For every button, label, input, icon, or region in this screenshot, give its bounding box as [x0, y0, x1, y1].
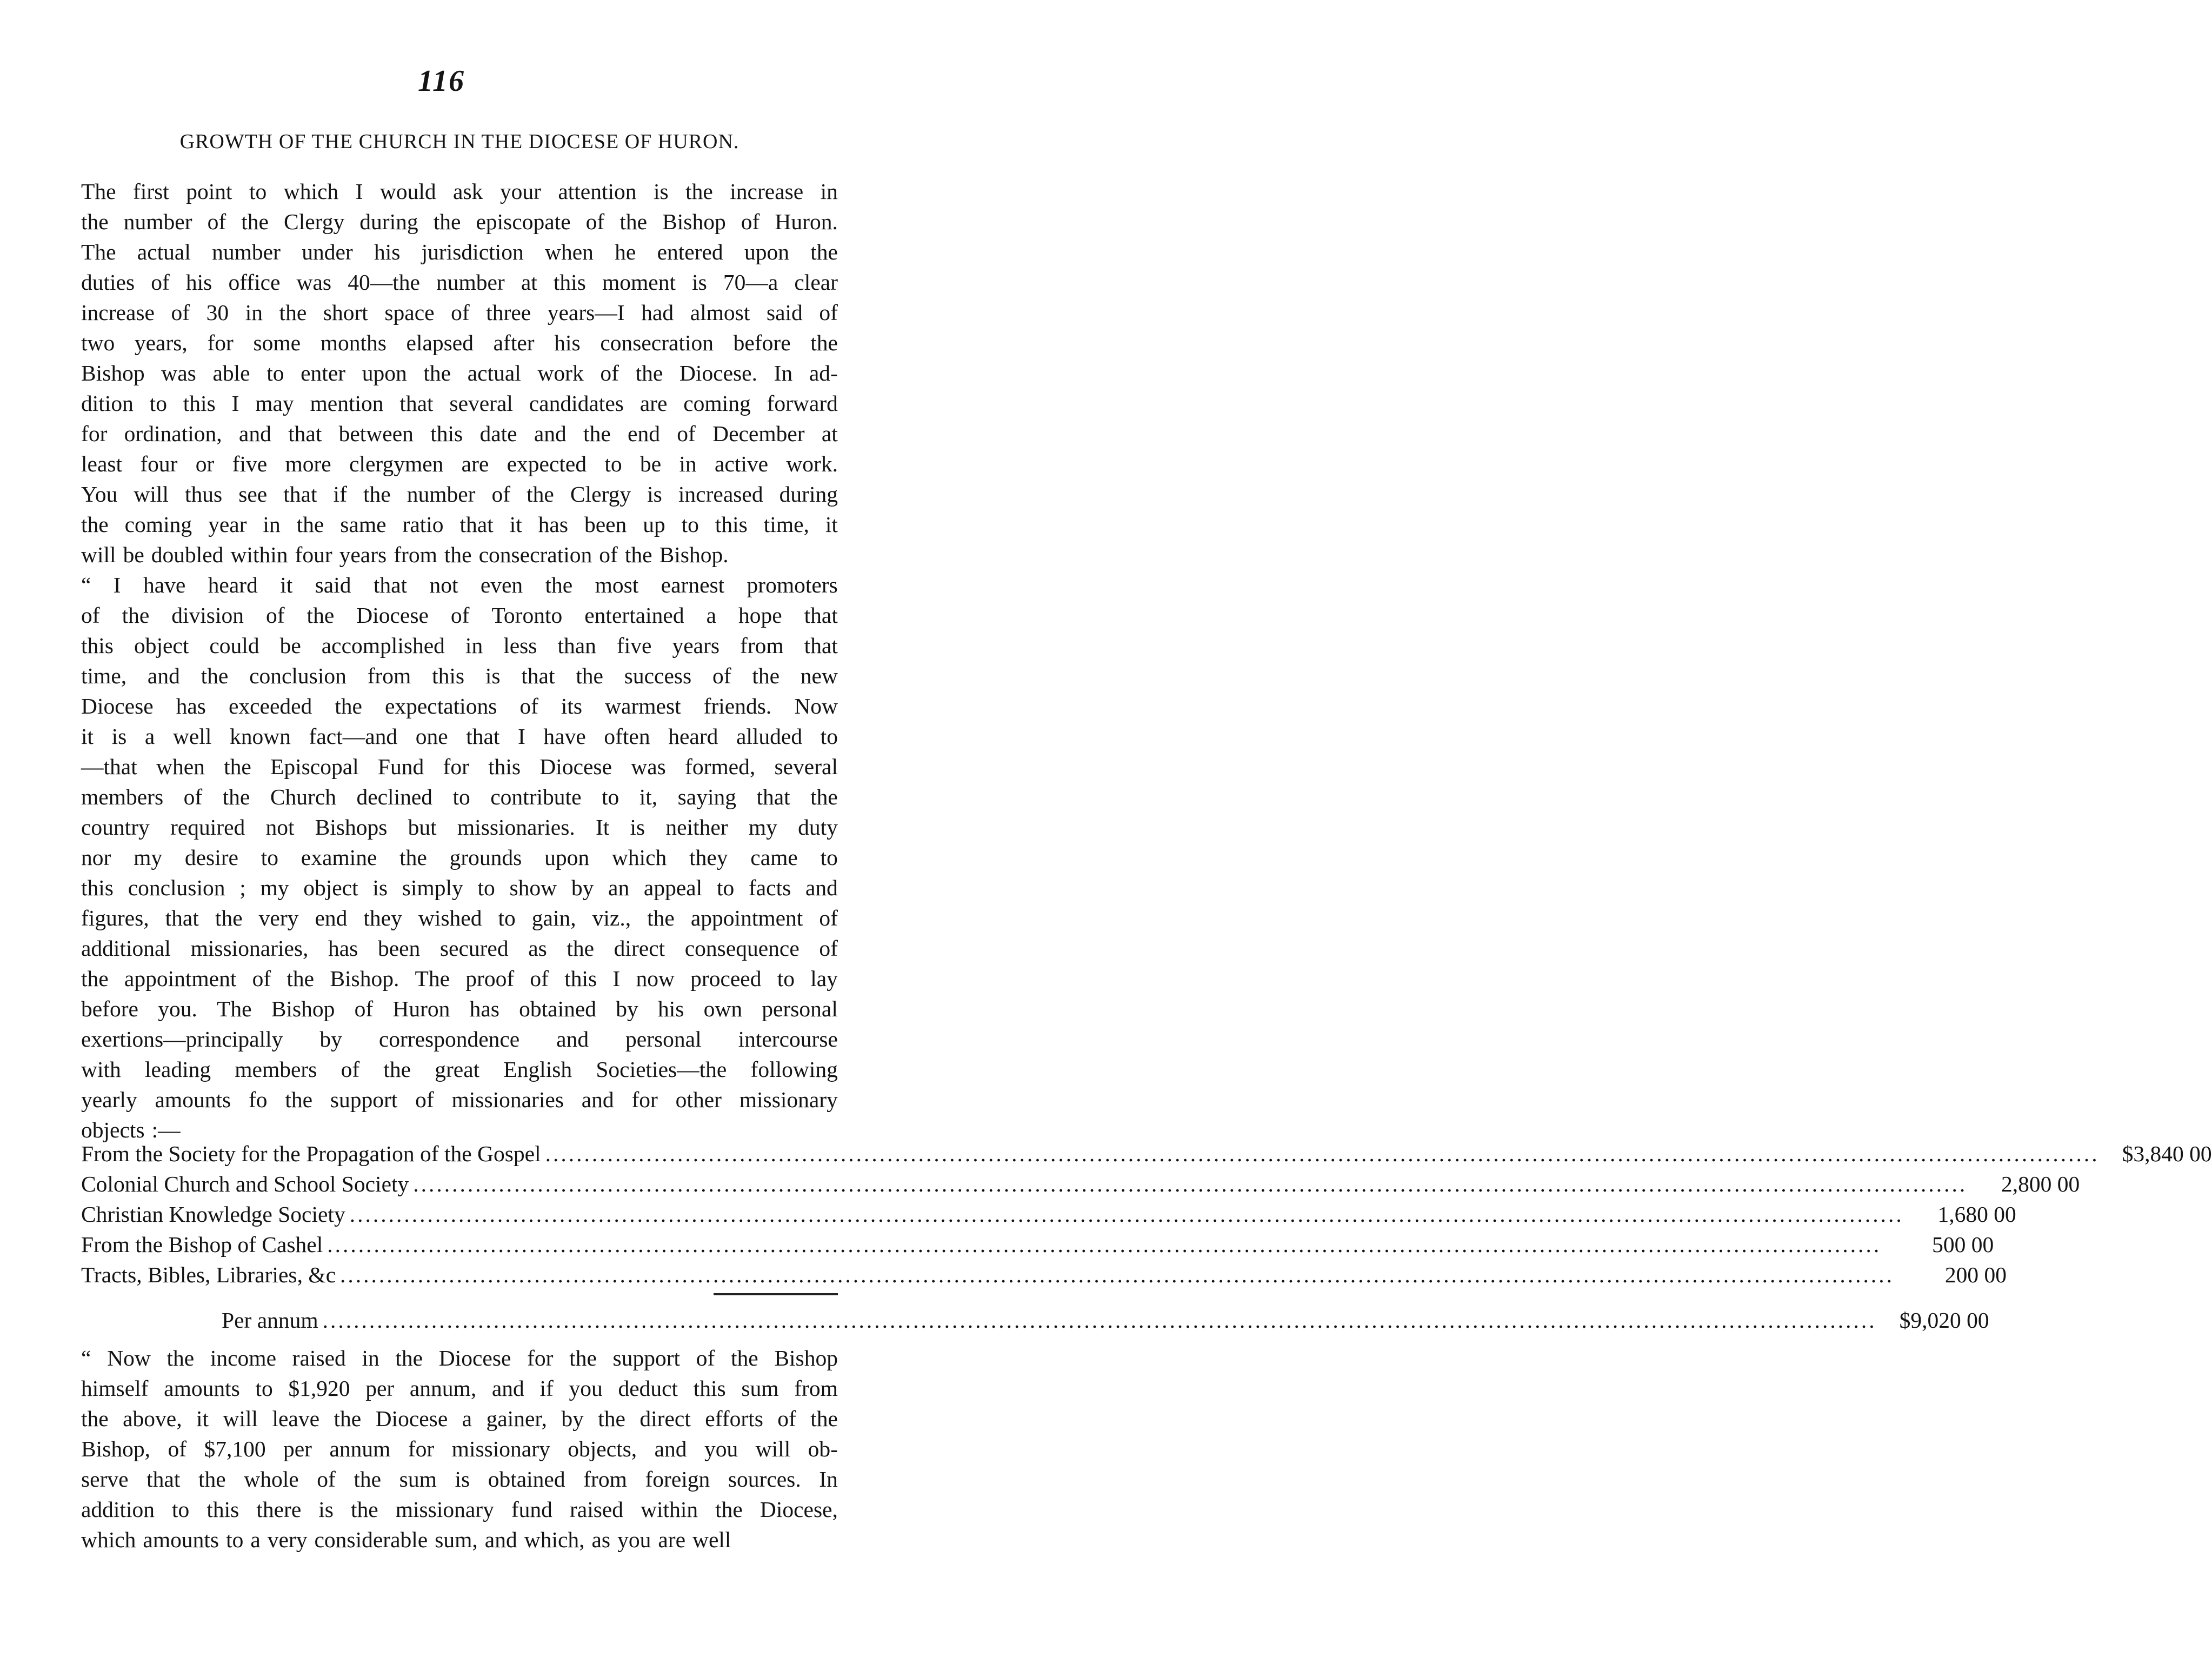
text-line: the appointment of the Bishop. The proof of this I now proceed to lay	[81, 966, 838, 991]
amount-row-value: $3,840 00	[2122, 1141, 2212, 1166]
text-line: dition to this I may mention that several candidates are coming forward	[81, 391, 838, 416]
text-line: will be doubled within four years from the consecration of the Bishop.	[81, 542, 729, 567]
paragraph-missionary-funds	[81, 570, 838, 1145]
text-line: You will thus see that if the number of the Clergy is increased during	[81, 482, 838, 507]
text-line: members of the Church declined to contribute to it, saying that the	[81, 784, 838, 809]
text-line: country required not Bishops but missionaries. It is neither my duty	[81, 815, 838, 840]
amount-row	[81, 1171, 2080, 1201]
dot-leader: ........................................................................................................................................................................................................	[327, 1232, 1882, 1257]
text-line: “ Now the income raised in the Diocese for the support of the Bishop	[81, 1346, 838, 1370]
paragraph-income	[81, 1343, 838, 1555]
amount-row-value: 500 00	[1932, 1232, 1994, 1257]
text-line: increase of 30 in the short space of three years—I had almost said of	[81, 300, 838, 325]
text-line: exertions—principally by correspondence and personal intercourse	[81, 1027, 838, 1051]
sum-rule	[714, 1293, 838, 1295]
text-line: time, and the conclusion from this is that the success of the new	[81, 663, 838, 688]
text-line: himself amounts to $1,920 per annum, and if you deduct this sum from	[81, 1376, 838, 1401]
dot-leader: ........................................................................................................................................................................................................	[349, 1202, 1904, 1227]
amount-row-label: Colonial Church and School Society	[81, 1172, 409, 1196]
total-value: $9,020 00	[1899, 1308, 1989, 1333]
total-label: Per annum	[222, 1308, 318, 1333]
amount-row-label: From the Bishop of Cashel	[81, 1232, 323, 1257]
text-line: “ I have heard it said that not even the most earnest promoters	[81, 573, 838, 597]
amount-row	[81, 1201, 2016, 1232]
text-line: it is a well known fact—and one that I have often heard alluded to	[81, 724, 838, 749]
text-line: yearly amounts fo the support of missionaries and for other missionary	[81, 1087, 838, 1112]
text-line: which amounts to a very considerable sum, and which, as you are well	[81, 1527, 731, 1552]
text-line: with leading members of the great English Societies—the following	[81, 1057, 838, 1082]
text-line: —that when the Episcopal Fund for this Diocese was formed, several	[81, 754, 838, 779]
dot-leader: ........................................................................................................................................................................................................	[340, 1262, 1895, 1287]
text-line: Bishop was able to enter upon the actual work of the Diocese. In ad-	[81, 361, 838, 385]
text-line: The actual number under his jurisdiction when he entered upon the	[81, 239, 838, 264]
text-line: least four or five more clergymen are expected to be in active work.	[81, 451, 838, 476]
text-line: the coming year in the same ratio that it has been up to this time, it	[81, 512, 838, 537]
paragraph-clergy-increase	[81, 176, 838, 570]
dot-leader: ........................................................................................................................................................................................................	[545, 1141, 2100, 1166]
text-line: of the division of the Diocese of Toronto entertained a hope that	[81, 603, 838, 628]
amount-row-label: From the Society for the Propagation of the Gospel	[81, 1141, 541, 1166]
text-line: additional missionaries, has been secured as the direct consequence of	[81, 936, 838, 961]
text-line: figures, that the very end they wished to gain, viz., the appointment of	[81, 906, 838, 930]
page-number: 116	[418, 64, 465, 98]
amount-row	[81, 1232, 1994, 1262]
amount-row	[81, 1141, 2212, 1171]
text-line: nor my desire to examine the grounds upon which they came to	[81, 845, 838, 870]
text-line: this conclusion ; my object is simply to show by an appeal to facts and	[81, 875, 838, 900]
text-line: two years, for some months elapsed after his consecration before the	[81, 330, 838, 355]
text-line: addition to this there is the missionary fund raised within the Diocese,	[81, 1497, 838, 1522]
text-line: Diocese has exceeded the expectations of its warmest friends. Now	[81, 694, 838, 718]
section-heading: GROWTH OF THE CHURCH IN THE DIOCESE OF HURON.	[179, 130, 739, 153]
amount-row-value: 2,800 00	[2001, 1172, 2080, 1196]
total-row	[222, 1307, 1989, 1337]
amount-row-label: Tracts, Bibles, Libraries, &c	[81, 1262, 336, 1287]
text-line: serve that the whole of the sum is obtained from foreign sources. In	[81, 1467, 838, 1492]
amount-row-value: 1,680 00	[1937, 1202, 2016, 1227]
text-line: Bishop, of $7,100 per annum for missionary objects, and you will ob-	[81, 1436, 838, 1461]
amount-row-value: 200 00	[1944, 1262, 2007, 1287]
text-line: for ordination, and that between this date and the end of December at	[81, 421, 838, 446]
dot-leader: ........................................................................................................................................................................................................	[322, 1308, 1877, 1333]
amount-row-label: Christian Knowledge Society	[81, 1202, 345, 1227]
text-line: objects :—	[81, 1117, 181, 1142]
text-line: The first point to which I would ask your attention is the increase in	[81, 179, 838, 204]
text-line: before you. The Bishop of Huron has obtained by his own personal	[81, 996, 838, 1021]
dot-leader: ........................................................................................................................................................................................................	[413, 1172, 1968, 1196]
text-line: this object could be accomplished in less than five years from that	[81, 633, 838, 658]
amount-row	[81, 1262, 2007, 1292]
text-line: the above, it will leave the Diocese a gainer, by the direct efforts of the	[81, 1406, 838, 1431]
text-line: the number of the Clergy during the episcopate of the Bishop of Huron.	[81, 209, 838, 234]
text-line: duties of his office was 40—the number at this moment is 70—a clear	[81, 270, 838, 295]
